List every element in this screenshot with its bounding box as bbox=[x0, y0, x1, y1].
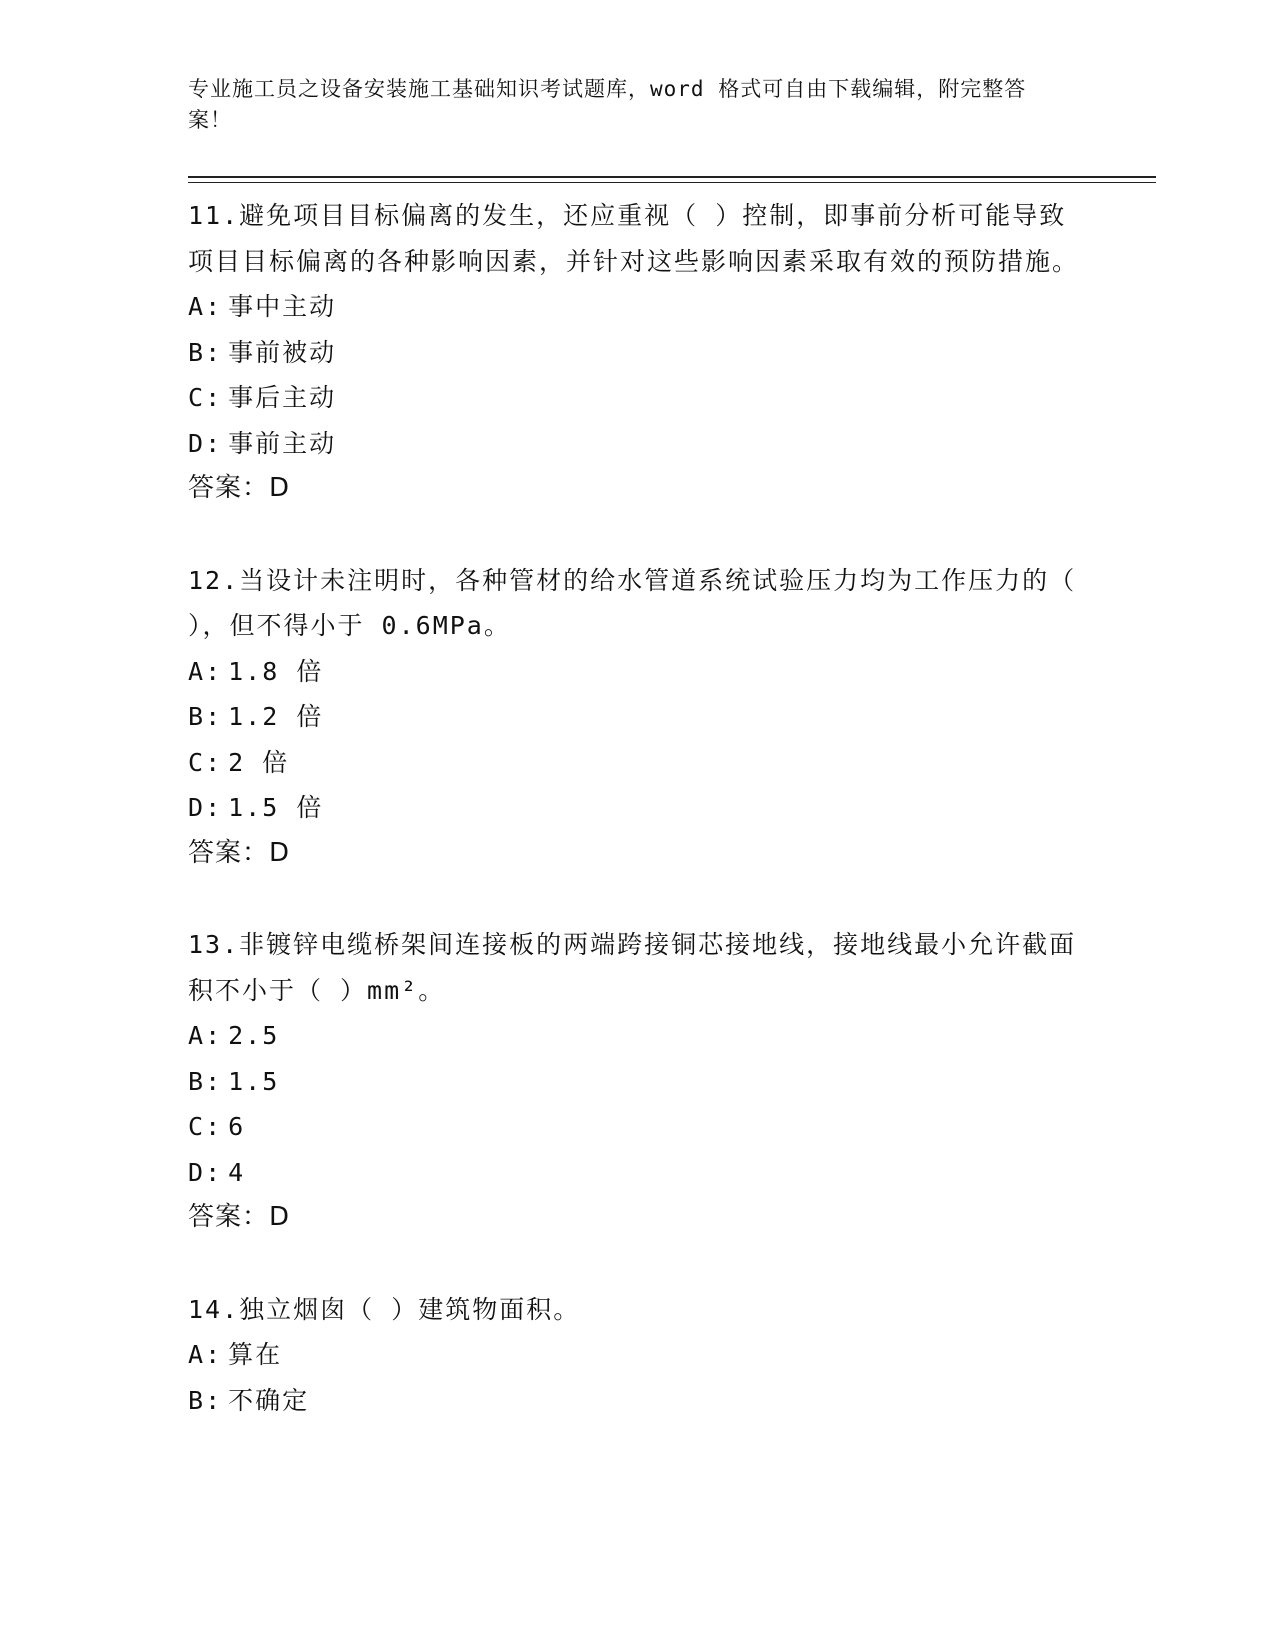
option-text: 事前被动 bbox=[228, 337, 337, 367]
option-separator: : bbox=[205, 1112, 223, 1141]
option-letter: D bbox=[188, 793, 206, 822]
option-b bbox=[188, 694, 1088, 740]
option-text: 1.5 倍 bbox=[228, 793, 324, 822]
option-a bbox=[188, 284, 1088, 330]
option-a bbox=[188, 1332, 1088, 1378]
document-header: 专业施工员之设备安装施工基础知识考试题库，word 格式可自由下载编辑，附完整答案！ bbox=[188, 77, 1027, 132]
option-letter: A bbox=[188, 656, 206, 686]
option-a bbox=[188, 1013, 1088, 1059]
option-text: 事前主动 bbox=[228, 428, 337, 458]
option-letter: C bbox=[188, 1112, 206, 1141]
option-separator: : bbox=[205, 337, 223, 367]
question-14 bbox=[188, 1287, 1088, 1424]
option-separator: : bbox=[205, 383, 223, 412]
option-letter: A bbox=[188, 292, 206, 321]
option-separator: : bbox=[205, 1385, 223, 1415]
question-13 bbox=[188, 922, 1088, 1241]
option-letter: A bbox=[188, 1340, 206, 1369]
option-c bbox=[188, 1104, 1088, 1150]
question-11 bbox=[188, 193, 1088, 512]
option-letter: C bbox=[188, 747, 206, 777]
answer-line: 答案：D bbox=[188, 1202, 291, 1232]
option-c bbox=[188, 375, 1088, 421]
answer-line: 答案：D bbox=[188, 473, 291, 503]
option-text: 6 bbox=[228, 1112, 246, 1141]
question-stem: 11.避免项目目标偏离的发生，还应重视（ ）控制，即事前分析可能导致项目目标偏离的各种影响因素，并针对这些影响因素采取有效的预防措施。 bbox=[188, 201, 1080, 276]
option-separator: : bbox=[205, 428, 223, 458]
option-separator: : bbox=[205, 702, 223, 731]
option-separator: : bbox=[205, 793, 223, 822]
option-letter: C bbox=[188, 383, 206, 412]
option-letter: B bbox=[188, 1385, 206, 1415]
question-12 bbox=[188, 558, 1088, 877]
option-d bbox=[188, 785, 1088, 831]
option-text: 事中主动 bbox=[228, 292, 337, 321]
option-letter: D bbox=[188, 1157, 206, 1187]
answer-line: 答案：D bbox=[188, 837, 291, 868]
option-d bbox=[188, 421, 1088, 467]
option-separator: : bbox=[205, 1157, 223, 1187]
option-separator: : bbox=[205, 747, 223, 777]
option-text: 不确定 bbox=[228, 1385, 310, 1415]
option-letter: B bbox=[188, 702, 206, 731]
option-b bbox=[188, 330, 1088, 376]
option-separator: : bbox=[205, 1021, 223, 1050]
option-text: 1.8 倍 bbox=[228, 656, 324, 686]
option-separator: : bbox=[205, 656, 223, 686]
header-divider-thick bbox=[188, 176, 1156, 178]
question-list bbox=[188, 193, 1088, 1469]
option-separator: : bbox=[205, 292, 223, 321]
option-text: 4 bbox=[228, 1157, 246, 1187]
option-a bbox=[188, 649, 1088, 695]
option-separator: : bbox=[205, 1066, 223, 1096]
option-separator: : bbox=[205, 1340, 223, 1369]
option-text: 事后主动 bbox=[228, 383, 337, 412]
question-stem: 12.当设计未注明时，各种管材的给水管道系统试验压力均为工作压力的（ ），但不得小于 0.6MPa。 bbox=[188, 565, 1077, 640]
question-stem: 14.独立烟囱（ ）建筑物面积。 bbox=[188, 1294, 581, 1324]
option-text: 2.5 bbox=[228, 1021, 280, 1050]
header-divider-thin bbox=[188, 182, 1156, 183]
option-letter: A bbox=[188, 1021, 206, 1050]
question-stem: 13.非镀锌电缆桥架间连接板的两端跨接铜芯接地线，接地线最小允许截面积不小于（ ）mm²。 bbox=[188, 930, 1077, 1005]
option-letter: D bbox=[188, 428, 206, 458]
option-text: 1.2 倍 bbox=[228, 702, 324, 731]
option-text: 1.5 bbox=[228, 1066, 280, 1096]
option-b bbox=[188, 1059, 1088, 1105]
option-b bbox=[188, 1378, 1088, 1424]
option-letter: B bbox=[188, 1066, 206, 1096]
option-c bbox=[188, 740, 1088, 786]
option-text: 算在 bbox=[228, 1340, 283, 1369]
option-d bbox=[188, 1150, 1088, 1196]
option-text: 2 倍 bbox=[228, 747, 290, 777]
option-letter: B bbox=[188, 337, 206, 367]
